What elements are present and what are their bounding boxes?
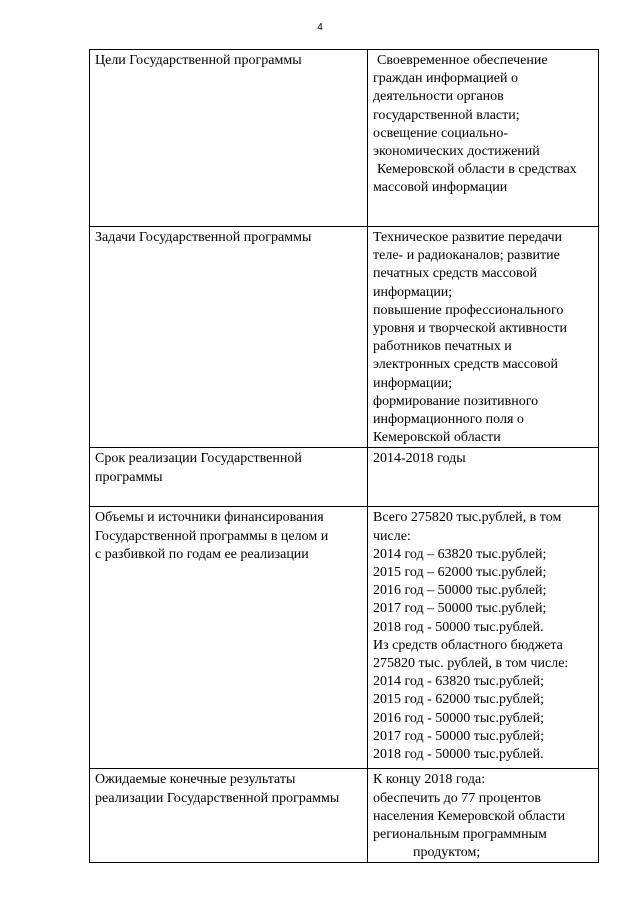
row-value-tasks — [368, 227, 599, 448]
label-line: Государственной программы в целом и — [95, 528, 329, 544]
value-line: 2017 год – 50000 тыс.рублей; — [373, 601, 547, 617]
value-line: населения Кемеровской области — [373, 808, 566, 824]
value-line: 2016 год – 50000 тыс.рублей; — [373, 583, 547, 599]
value-line: повышение профессионального — [373, 302, 564, 318]
row-label-results — [90, 769, 368, 863]
value-line: уровня и творческой активности — [373, 321, 567, 337]
value-line: 275820 тыс. рублей, в том числе: — [373, 656, 569, 672]
row-label-goals — [90, 50, 368, 227]
value-line: массовой информации — [373, 180, 508, 196]
value-line: государственной власти; — [373, 107, 520, 123]
label-line: Задачи Государственной программы — [95, 230, 312, 245]
label-line: с разбивкой по годам ее реализации — [95, 546, 309, 562]
value-line: К концу 2018 года: — [373, 772, 486, 788]
value-line: 2014 год - 63820 тыс.рублей; — [373, 674, 545, 690]
table-row-goals — [90, 50, 599, 227]
table-row-results — [90, 769, 599, 863]
value-line: деятельности органов — [373, 89, 504, 105]
value-line: Кемеровской области — [373, 430, 501, 446]
table-row-tasks — [90, 227, 599, 448]
value-line: Кемеровской области в средствах — [377, 162, 577, 178]
value-line: 2018 год - 50000 тыс.рублей. — [373, 747, 544, 763]
value-line: региональным программным — [373, 827, 547, 843]
value-line: Своевременное обеспечение — [377, 53, 548, 68]
label-line: реализации Государственной программы — [95, 790, 340, 806]
row-value-goals — [368, 50, 599, 227]
value-line: продуктом; — [413, 845, 481, 861]
label-line: Ожидаемые конечные результаты — [95, 772, 296, 788]
label-line: Цели Государственной программы — [95, 53, 302, 68]
value-line: формирование позитивного — [373, 393, 539, 409]
program-passport-table — [89, 49, 599, 863]
value-line: 2017 год - 50000 тыс.рублей; — [373, 728, 545, 744]
value-line: 2014 год – 63820 тыс.рублей; — [373, 546, 547, 562]
value-line: обеспечить до 77 процентов — [373, 790, 541, 806]
row-value-results — [368, 769, 599, 863]
value-line: информации; — [373, 375, 453, 391]
value-line: работников печатных и — [373, 339, 512, 355]
value-line: 2018 год - 50000 тыс.рублей. — [373, 619, 544, 635]
value-line: Из средств областного бюджета — [373, 637, 563, 653]
label-line: программы — [95, 469, 163, 485]
value-line: теле- и радиоканалов; развитие — [373, 248, 560, 264]
label-line: Объемы и источники финансирования — [95, 510, 324, 526]
row-label-term — [90, 448, 368, 507]
row-label-funding — [90, 507, 368, 769]
value-line: информационного поля о — [373, 412, 524, 428]
value-line: граждан информацией о — [373, 71, 518, 87]
table-row-term — [90, 448, 599, 507]
value-line: 2014-2018 годы — [373, 451, 466, 467]
label-line: Срок реализации Государственной — [95, 451, 302, 467]
value-line: 2015 год - 62000 тыс.рублей; — [373, 692, 545, 708]
value-line: 2016 год - 50000 тыс.рублей; — [373, 710, 545, 726]
value-line: информации; — [373, 284, 453, 300]
row-label-tasks — [90, 227, 368, 448]
value-line: 2015 год – 62000 тыс.рублей; — [373, 565, 547, 581]
value-line: электронных средств массовой — [373, 357, 558, 373]
table-row-funding — [90, 507, 599, 769]
value-line: Всего 275820 тыс.рублей, в том — [373, 510, 562, 526]
page-number: 4 — [317, 22, 323, 33]
value-line: освещение социально- — [373, 125, 509, 141]
row-value-funding — [368, 507, 599, 769]
value-line: печатных средств массовой — [373, 266, 537, 282]
value-line: Техническое развитие передачи — [373, 230, 563, 245]
row-value-term — [368, 448, 599, 507]
value-line: экономических достижений — [373, 144, 540, 160]
value-line: числе: — [373, 528, 411, 544]
